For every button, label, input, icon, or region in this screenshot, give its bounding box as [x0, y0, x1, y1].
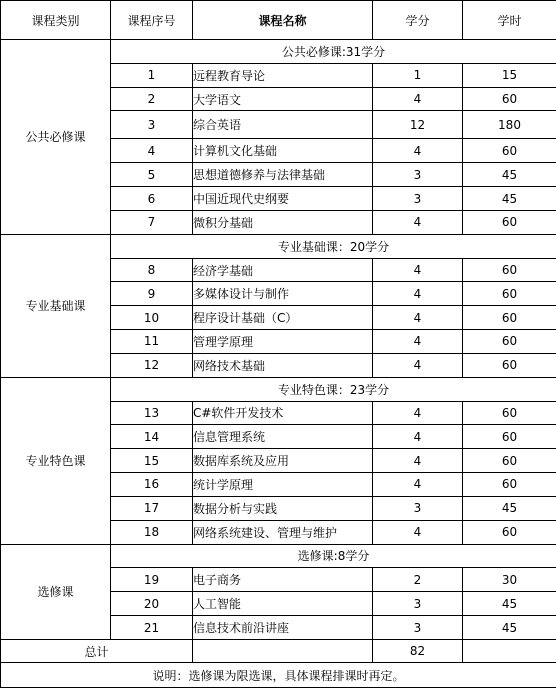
- course-credits: 4: [373, 449, 463, 473]
- course-name: 微积分基础: [193, 210, 373, 234]
- total-credits: 82: [373, 640, 463, 663]
- course-seq: 8: [111, 258, 193, 282]
- total-label: 总计: [1, 640, 193, 663]
- category-cell: 公共必修课: [1, 40, 111, 235]
- note-text: 说明：选修课为限选课，具体课程排课时再定。: [1, 663, 556, 688]
- course-hours: 45: [463, 592, 556, 616]
- header-seq: 课程序号: [111, 1, 193, 40]
- header-row: [1, 1, 556, 40]
- course-name: 网络技术基础: [193, 353, 373, 377]
- course-credits: 4: [373, 401, 463, 425]
- course-seq: 11: [111, 330, 193, 354]
- course-seq: 16: [111, 473, 193, 497]
- course-hours: 45: [463, 163, 556, 187]
- course-hours: 45: [463, 616, 556, 640]
- header-hours: 学时: [463, 1, 556, 40]
- course-seq: 14: [111, 425, 193, 449]
- course-seq: 17: [111, 496, 193, 520]
- category-cell: 专业基础课: [1, 234, 111, 377]
- course-seq: 21: [111, 616, 193, 640]
- course-seq: 12: [111, 353, 193, 377]
- total-hours-blank: [463, 640, 556, 663]
- course-seq: 7: [111, 210, 193, 234]
- course-seq: 13: [111, 401, 193, 425]
- course-name: C#软件开发技术: [193, 401, 373, 425]
- course-seq: 19: [111, 568, 193, 592]
- course-hours: 60: [463, 449, 556, 473]
- course-credits: 1: [373, 63, 463, 87]
- course-name: 程序设计基础（C）: [193, 306, 373, 330]
- course-credits: 4: [373, 282, 463, 306]
- course-hours: 60: [463, 282, 556, 306]
- course-hours: 60: [463, 425, 556, 449]
- course-name: 数据库系统及应用: [193, 449, 373, 473]
- course-credits: 3: [373, 187, 463, 211]
- course-hours: 60: [463, 306, 556, 330]
- course-seq: 2: [111, 87, 193, 111]
- course-credits: 2: [373, 568, 463, 592]
- course-seq: 5: [111, 163, 193, 187]
- group-subheader: 选修课:8学分: [111, 544, 556, 568]
- category-cell: 选修课: [1, 544, 111, 639]
- course-name: 信息技术前沿讲座: [193, 616, 373, 640]
- course-name: 管理学原理: [193, 330, 373, 354]
- course-name: 多媒体设计与制作: [193, 282, 373, 306]
- group-subheader-row: [1, 234, 556, 258]
- course-name: 中国近现代史纲要: [193, 187, 373, 211]
- group-subheader: 专业特色课：23学分: [111, 377, 556, 401]
- course-seq: 20: [111, 592, 193, 616]
- course-name: 经济学基础: [193, 258, 373, 282]
- course-hours: 60: [463, 353, 556, 377]
- course-hours: 15: [463, 63, 556, 87]
- group-subheader: 公共必修课:31学分: [111, 40, 556, 64]
- course-credits: 3: [373, 163, 463, 187]
- header-credits: 学分: [373, 1, 463, 40]
- course-credits: 12: [373, 111, 463, 139]
- course-seq: 6: [111, 187, 193, 211]
- course-seq: 15: [111, 449, 193, 473]
- course-credits: 4: [373, 210, 463, 234]
- course-name: 信息管理系统: [193, 425, 373, 449]
- course-credits: 4: [373, 139, 463, 163]
- course-credits: 3: [373, 616, 463, 640]
- course-credits: 4: [373, 258, 463, 282]
- course-hours: 60: [463, 330, 556, 354]
- course-hours: 45: [463, 496, 556, 520]
- course-credits: 4: [373, 87, 463, 111]
- course-seq: 10: [111, 306, 193, 330]
- course-hours: 60: [463, 87, 556, 111]
- course-credits: 4: [373, 330, 463, 354]
- course-credits: 3: [373, 592, 463, 616]
- course-name: 统计学原理: [193, 473, 373, 497]
- course-seq: 3: [111, 111, 193, 139]
- total-name-blank: [193, 640, 373, 663]
- course-credits: 4: [373, 425, 463, 449]
- course-credits: 4: [373, 520, 463, 544]
- header-name: 课程名称: [193, 1, 373, 40]
- group-subheader-row: [1, 377, 556, 401]
- course-seq: 9: [111, 282, 193, 306]
- course-seq: 18: [111, 520, 193, 544]
- course-hours: 60: [463, 139, 556, 163]
- course-credits: 4: [373, 473, 463, 497]
- course-name: 数据分析与实践: [193, 496, 373, 520]
- group-subheader: 专业基础课：20学分: [111, 234, 556, 258]
- total-row: [1, 640, 556, 663]
- course-name: 计算机文化基础: [193, 139, 373, 163]
- course-credits: 3: [373, 496, 463, 520]
- note-row: [1, 663, 556, 688]
- course-hours: 60: [463, 210, 556, 234]
- category-cell: 专业特色课: [1, 377, 111, 544]
- course-credits: 4: [373, 306, 463, 330]
- course-seq: 4: [111, 139, 193, 163]
- group-subheader-row: [1, 40, 556, 64]
- course-name: 远程教育导论: [193, 63, 373, 87]
- course-hours: 60: [463, 401, 556, 425]
- group-subheader-row: [1, 544, 556, 568]
- course-name: 电子商务: [193, 568, 373, 592]
- course-name: 人工智能: [193, 592, 373, 616]
- course-hours: 60: [463, 258, 556, 282]
- course-hours: 30: [463, 568, 556, 592]
- course-hours: 60: [463, 520, 556, 544]
- course-name: 综合英语: [193, 111, 373, 139]
- course-credits: 4: [373, 353, 463, 377]
- course-name: 思想道德修养与法律基础: [193, 163, 373, 187]
- course-name: 网络系统建设、管理与维护: [193, 520, 373, 544]
- course-hours: 45: [463, 187, 556, 211]
- course-hours: 180: [463, 111, 556, 139]
- header-category: 课程类别: [1, 1, 111, 40]
- course-seq: 1: [111, 63, 193, 87]
- course-name: 大学语文: [193, 87, 373, 111]
- course-hours: 60: [463, 473, 556, 497]
